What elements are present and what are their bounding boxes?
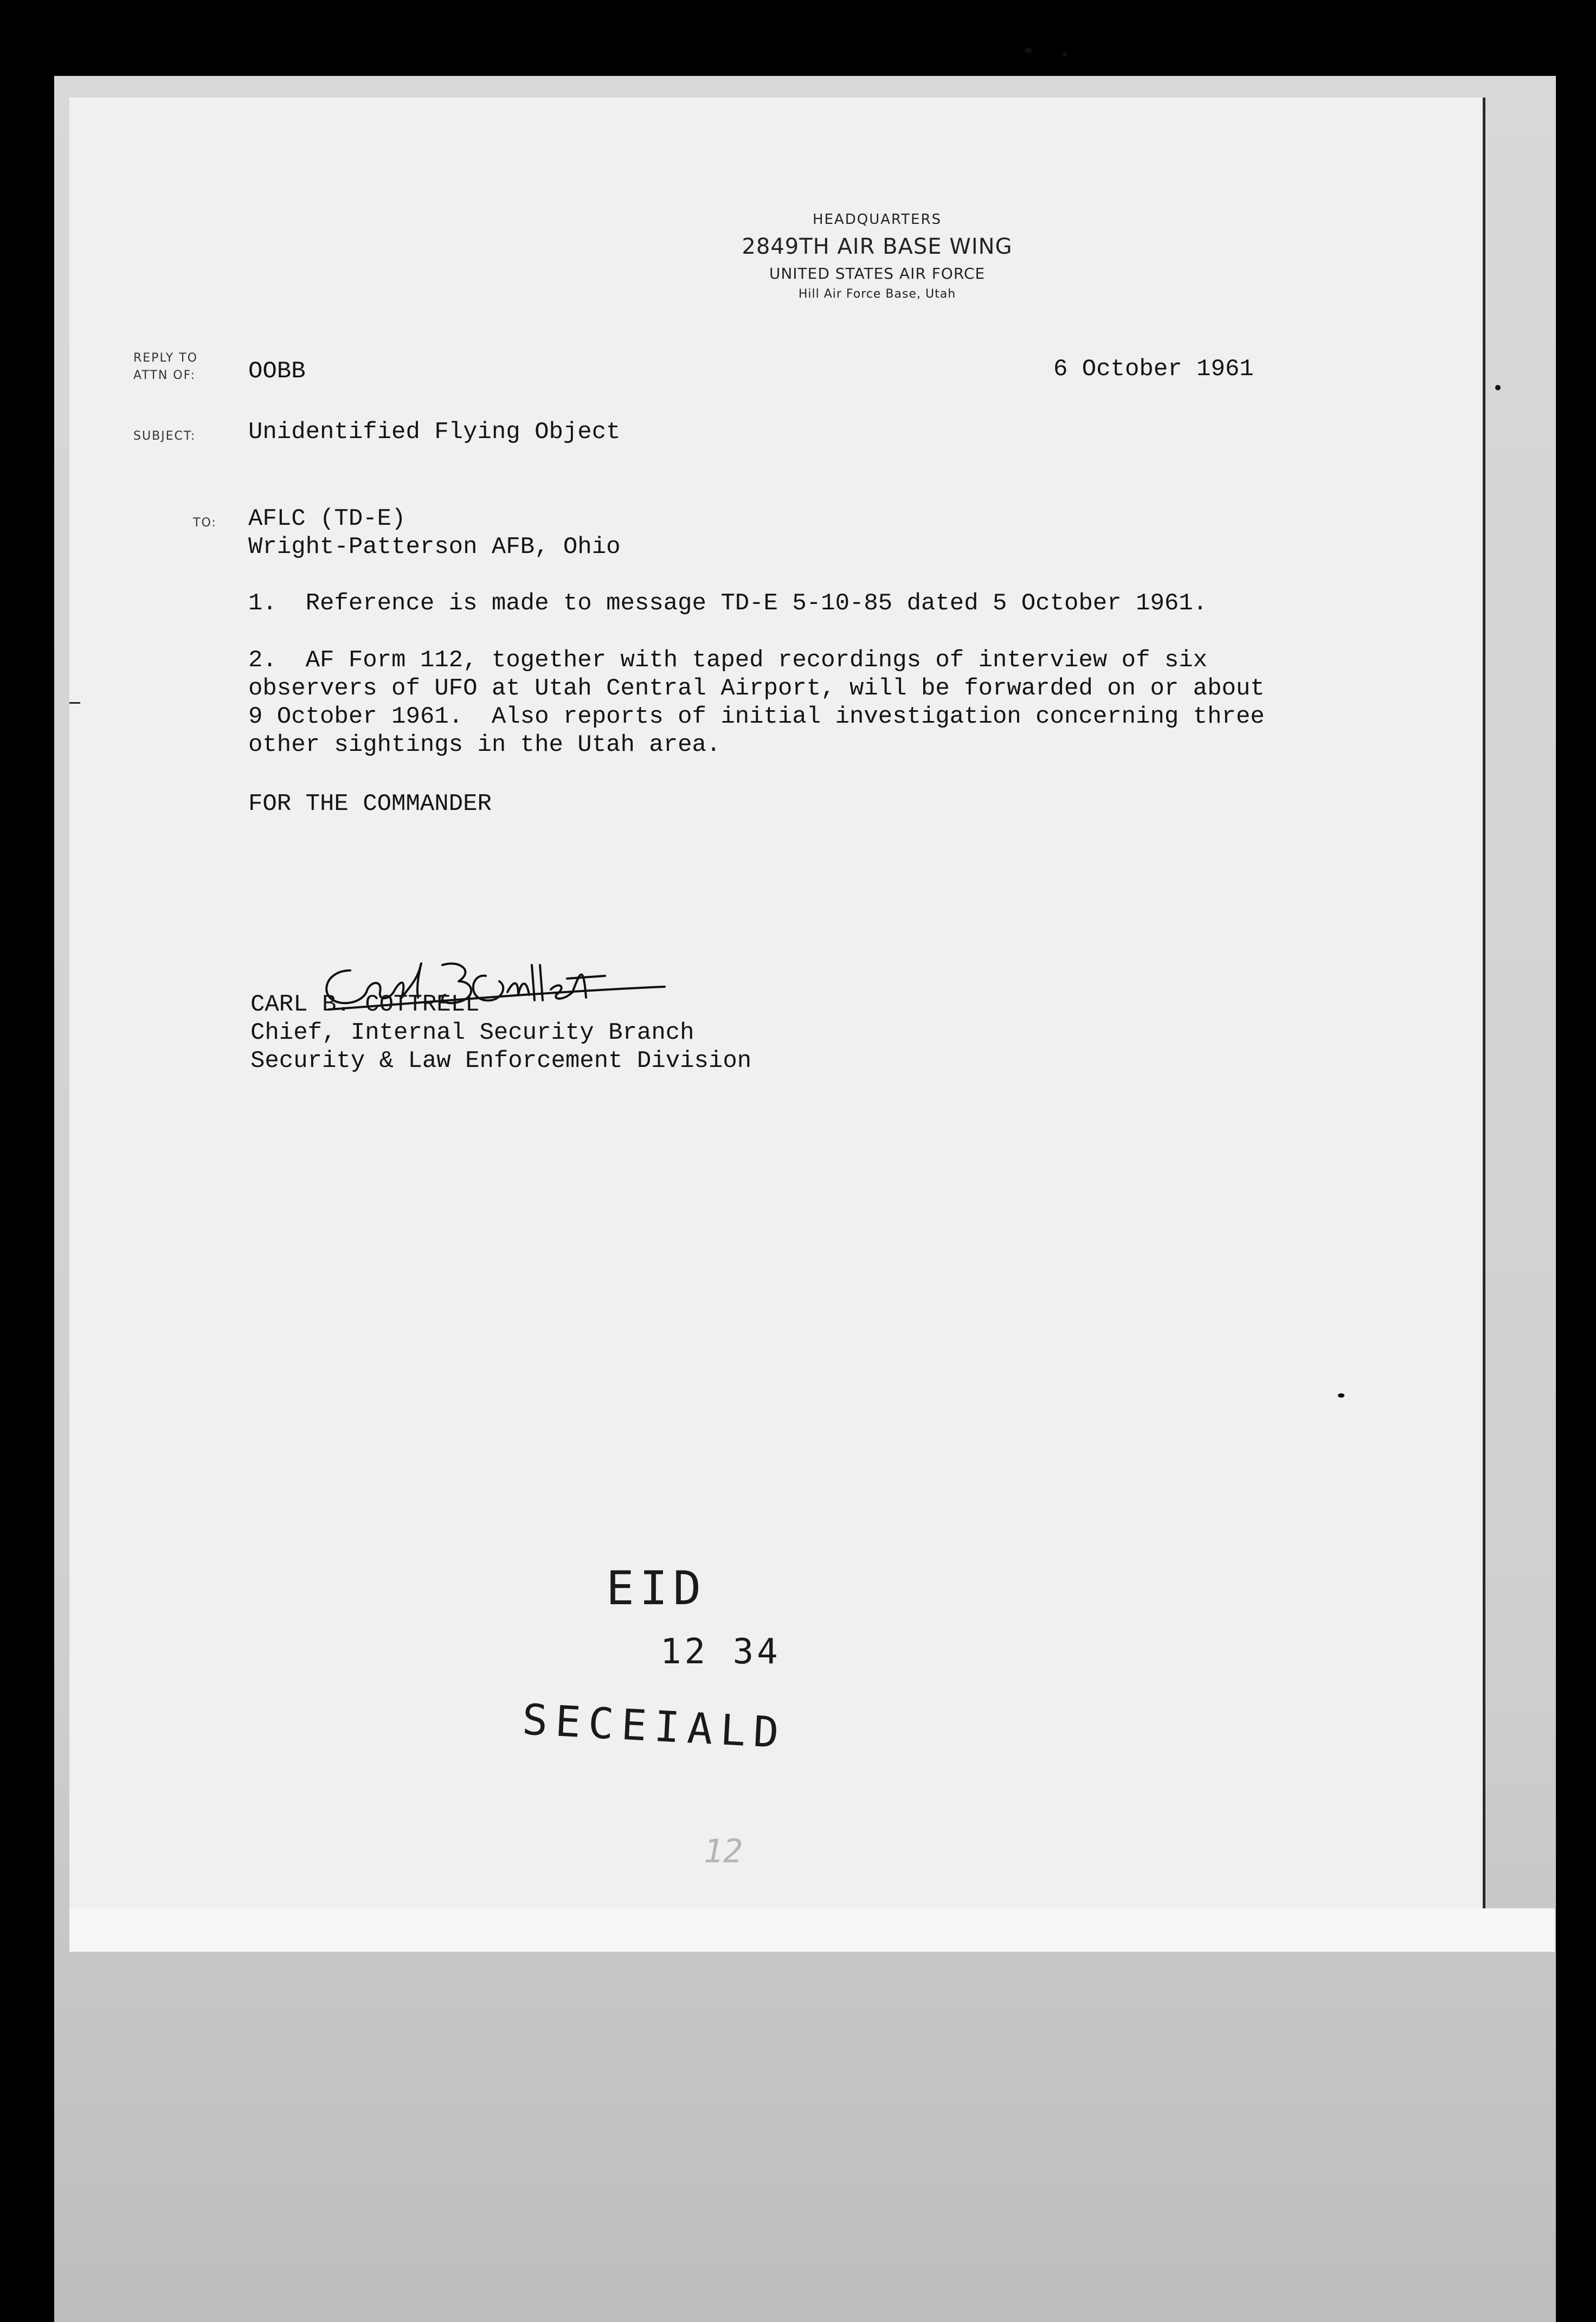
to-label: TO: [193, 516, 217, 530]
to-line-1: AFLC (TD-E) [248, 505, 406, 532]
attn-of-label: ATTN OF: [133, 369, 196, 382]
paragraph-2-line: observers of UFO at Utah Central Airport, will be forwarded on or about [248, 675, 1265, 702]
margin-mark [69, 702, 80, 704]
signer-name: CARL B. COTTRELL [250, 991, 480, 1018]
reply-to-value: OOBB [248, 358, 306, 385]
letterhead-location: Hill Air Force Base, Utah [798, 287, 956, 301]
sheet-lower-edge [69, 1908, 1555, 1952]
signer-title: Chief, Internal Security Branch [250, 1019, 694, 1046]
letter-sheet [69, 98, 1485, 1908]
letter-date: 6 October 1961 [1053, 356, 1254, 383]
speck [1063, 52, 1067, 56]
letterhead-wing: 2849TH AIR BASE WING [742, 234, 1013, 259]
stamp-line-1: EID [606, 1561, 707, 1616]
letterhead-service: UNITED STATES AIR FORCE [769, 265, 986, 282]
paragraph-2 [248, 646, 1265, 759]
paragraph-2-line: other sightings in the Utah area. [248, 731, 721, 758]
to-line-2: Wright-Patterson AFB, Ohio [248, 533, 621, 561]
subject-value: Unidentified Flying Object [248, 419, 621, 446]
page-mark: 12 [704, 1832, 743, 1870]
stamp-line-2: 12 34 [660, 1632, 781, 1672]
paragraph-2-line: 9 October 1961. Also reports of initial investigation concerning three [248, 703, 1265, 730]
speck [1495, 385, 1501, 390]
signer-division: Security & Law Enforcement Division [250, 1047, 752, 1075]
subject-label: SUBJECT: [133, 429, 196, 443]
reply-to-label: REPLY TO [133, 351, 198, 365]
closing-line: FOR THE COMMANDER [248, 790, 492, 818]
paragraph-2-line: 2. AF Form 112, together with taped recordings of interview of six [248, 647, 1208, 674]
letterhead-headquarters: HEADQUARTERS [812, 211, 942, 228]
stamp-line-3: SECEIALD [520, 1695, 788, 1758]
speck [1025, 48, 1032, 53]
speck [1338, 1393, 1344, 1398]
paragraph-1: 1. Reference is made to message TD-E 5-10-85 dated 5 October 1961. [248, 590, 1208, 617]
